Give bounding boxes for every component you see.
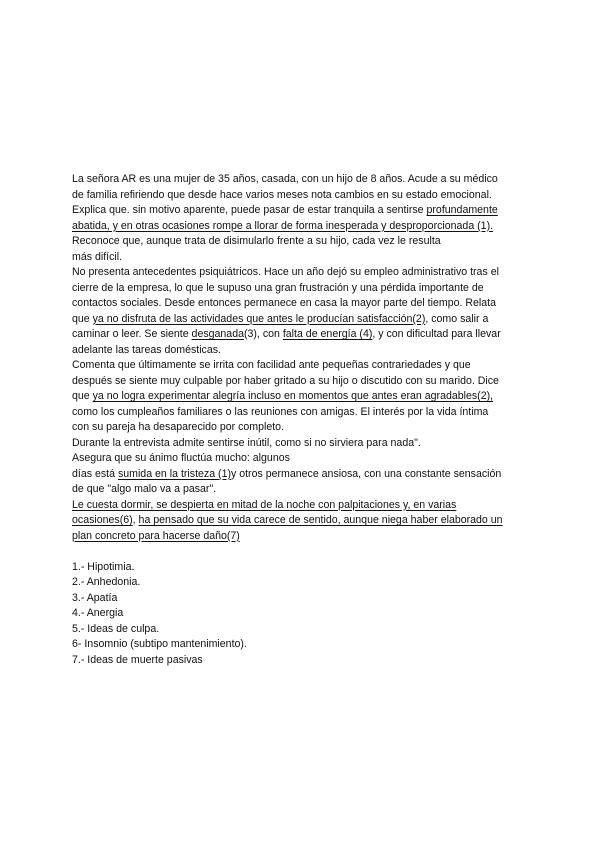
text-segment: cierre de la empresa, lo que le supuso una gran frustración y una pérdida importante de bbox=[72, 281, 484, 294]
text-segment: con su pareja ha desaparecido por completo. bbox=[72, 421, 285, 433]
paragraph-gap bbox=[72, 544, 532, 560]
underlined-symptom-text: falta de energía (4) bbox=[282, 328, 373, 340]
case-text-line bbox=[72, 374, 532, 390]
case-text-line bbox=[72, 250, 532, 266]
key-list-item: 4.- Anergia bbox=[72, 607, 124, 619]
case-text-line bbox=[72, 296, 532, 312]
key-list-item: 5.- Ideas de culpa. bbox=[72, 622, 160, 635]
case-text-line bbox=[72, 451, 532, 467]
text-segment: , bbox=[132, 514, 139, 526]
underlined-symptom-text: abatida, y en otras ocasiones rompe a llorar de forma inesperada y desproporcionada (1). bbox=[72, 219, 494, 232]
case-text-line bbox=[72, 420, 532, 436]
case-text-line bbox=[72, 343, 532, 359]
text-segment: No presenta antecedentes psiquiátricos. Hace un año dejó su empleo administrativo tras el bbox=[72, 266, 499, 278]
case-description bbox=[72, 172, 532, 544]
case-text-line bbox=[72, 436, 532, 452]
document-body bbox=[72, 172, 532, 668]
text-segment: La señora AR es una mujer de 35 años, casada, con un hijo de 8 años. Acude a su médico bbox=[72, 173, 498, 185]
underlined-symptom-text: ha pensado que su vida carece de sentido, aunque niega haber elaborado un bbox=[138, 514, 503, 526]
text-segment: (3), con bbox=[243, 328, 283, 340]
case-text-line bbox=[72, 188, 532, 204]
text-segment: , como salir a bbox=[425, 312, 489, 325]
text-segment: que bbox=[72, 312, 93, 325]
case-text-line bbox=[72, 219, 532, 235]
underlined-symptom-text: profundamente bbox=[426, 204, 498, 216]
underlined-symptom-text: ocasiones(6) bbox=[72, 514, 133, 526]
text-segment: Comenta que últimamente se irrita con facilidad ante pequeñas contrariedades y que bbox=[72, 359, 471, 371]
text-segment: , y con dificultad para llevar bbox=[372, 328, 501, 340]
case-text-line bbox=[72, 358, 532, 374]
case-text-line bbox=[72, 172, 532, 188]
case-text-line bbox=[72, 265, 532, 281]
text-segment: Asegura que su ánimo fluctúa mucho: algunos bbox=[72, 452, 290, 464]
case-text-line bbox=[72, 513, 532, 529]
case-text-line bbox=[72, 312, 532, 328]
case-text-line bbox=[72, 467, 532, 483]
text-segment: Explica que. sin motivo aparente, puede pasar de estar tranquila a sentirse bbox=[72, 204, 427, 216]
underlined-symptom-text: desganada bbox=[191, 328, 244, 340]
text-segment: de familia refiriendo que desde hace varios meses nota cambios en su estado emocional. bbox=[72, 188, 492, 201]
text-segment: días está bbox=[72, 467, 118, 480]
case-text-line bbox=[72, 234, 532, 250]
key-list-item: 2.- Anhedonia. bbox=[72, 576, 141, 588]
case-text-line bbox=[72, 482, 532, 498]
underlined-symptom-text: sumida en la tristeza (1) bbox=[117, 467, 231, 480]
text-segment: Reconoce que, aunque trata de disimularlo frente a su hijo, cada vez le resulta bbox=[72, 235, 441, 247]
text-segment: como los cumpleaños familiares o las reuniones con amigas. El interés por la vida íntima bbox=[72, 405, 489, 418]
key-list-item: 3.- Apatía bbox=[72, 591, 118, 604]
text-segment: adelante las tareas domésticas. bbox=[72, 343, 221, 356]
case-text-line bbox=[72, 389, 532, 405]
underlined-symptom-text: Le cuesta dormir, se despierta en mitad de la noche con palpitaciones y, en varias bbox=[72, 498, 457, 511]
symptom-key-list bbox=[72, 560, 532, 669]
case-text-line bbox=[72, 405, 532, 421]
text-segment: después se siente muy culpable por haber gritado a su hijo o discutido con su marido. Dice bbox=[72, 374, 499, 387]
underlined-symptom-text: ya no disfruta de las actividades que antes le producían satisfacción(2) bbox=[92, 312, 426, 325]
case-text-line bbox=[72, 529, 532, 545]
underlined-symptom-text: plan concreto para hacerse daño(7) bbox=[72, 529, 240, 542]
text-segment: más difícil. bbox=[72, 250, 123, 263]
text-segment: de que "algo malo va a pasar". bbox=[72, 483, 217, 495]
underlined-symptom-text: ya no logra experimentar alegría incluso en momentos que antes eran agradables(2), bbox=[92, 390, 494, 402]
key-list-item: 1.- Hipotimia. bbox=[72, 560, 135, 573]
case-text-line bbox=[72, 203, 532, 219]
case-text-line bbox=[72, 281, 532, 297]
text-segment: Durante la entrevista admite sentirse inútil, como si no sirviera para nada". bbox=[72, 436, 421, 449]
key-list-item: 7.- Ideas de muerte pasivas bbox=[72, 653, 203, 666]
text-segment: caminar o leer. Se siente bbox=[72, 328, 192, 340]
text-segment: que bbox=[72, 390, 93, 402]
text-segment: contactos sociales. Desde entonces permanece en casa la mayor parte del tiempo. Relata bbox=[72, 297, 496, 309]
case-text-line bbox=[72, 327, 532, 343]
case-text-line bbox=[72, 498, 532, 514]
key-list-item: 6- Insomnio (subtipo mantenimiento). bbox=[72, 638, 247, 650]
text-segment: y otros permanece ansiosa, con una constante sensación bbox=[230, 467, 502, 480]
